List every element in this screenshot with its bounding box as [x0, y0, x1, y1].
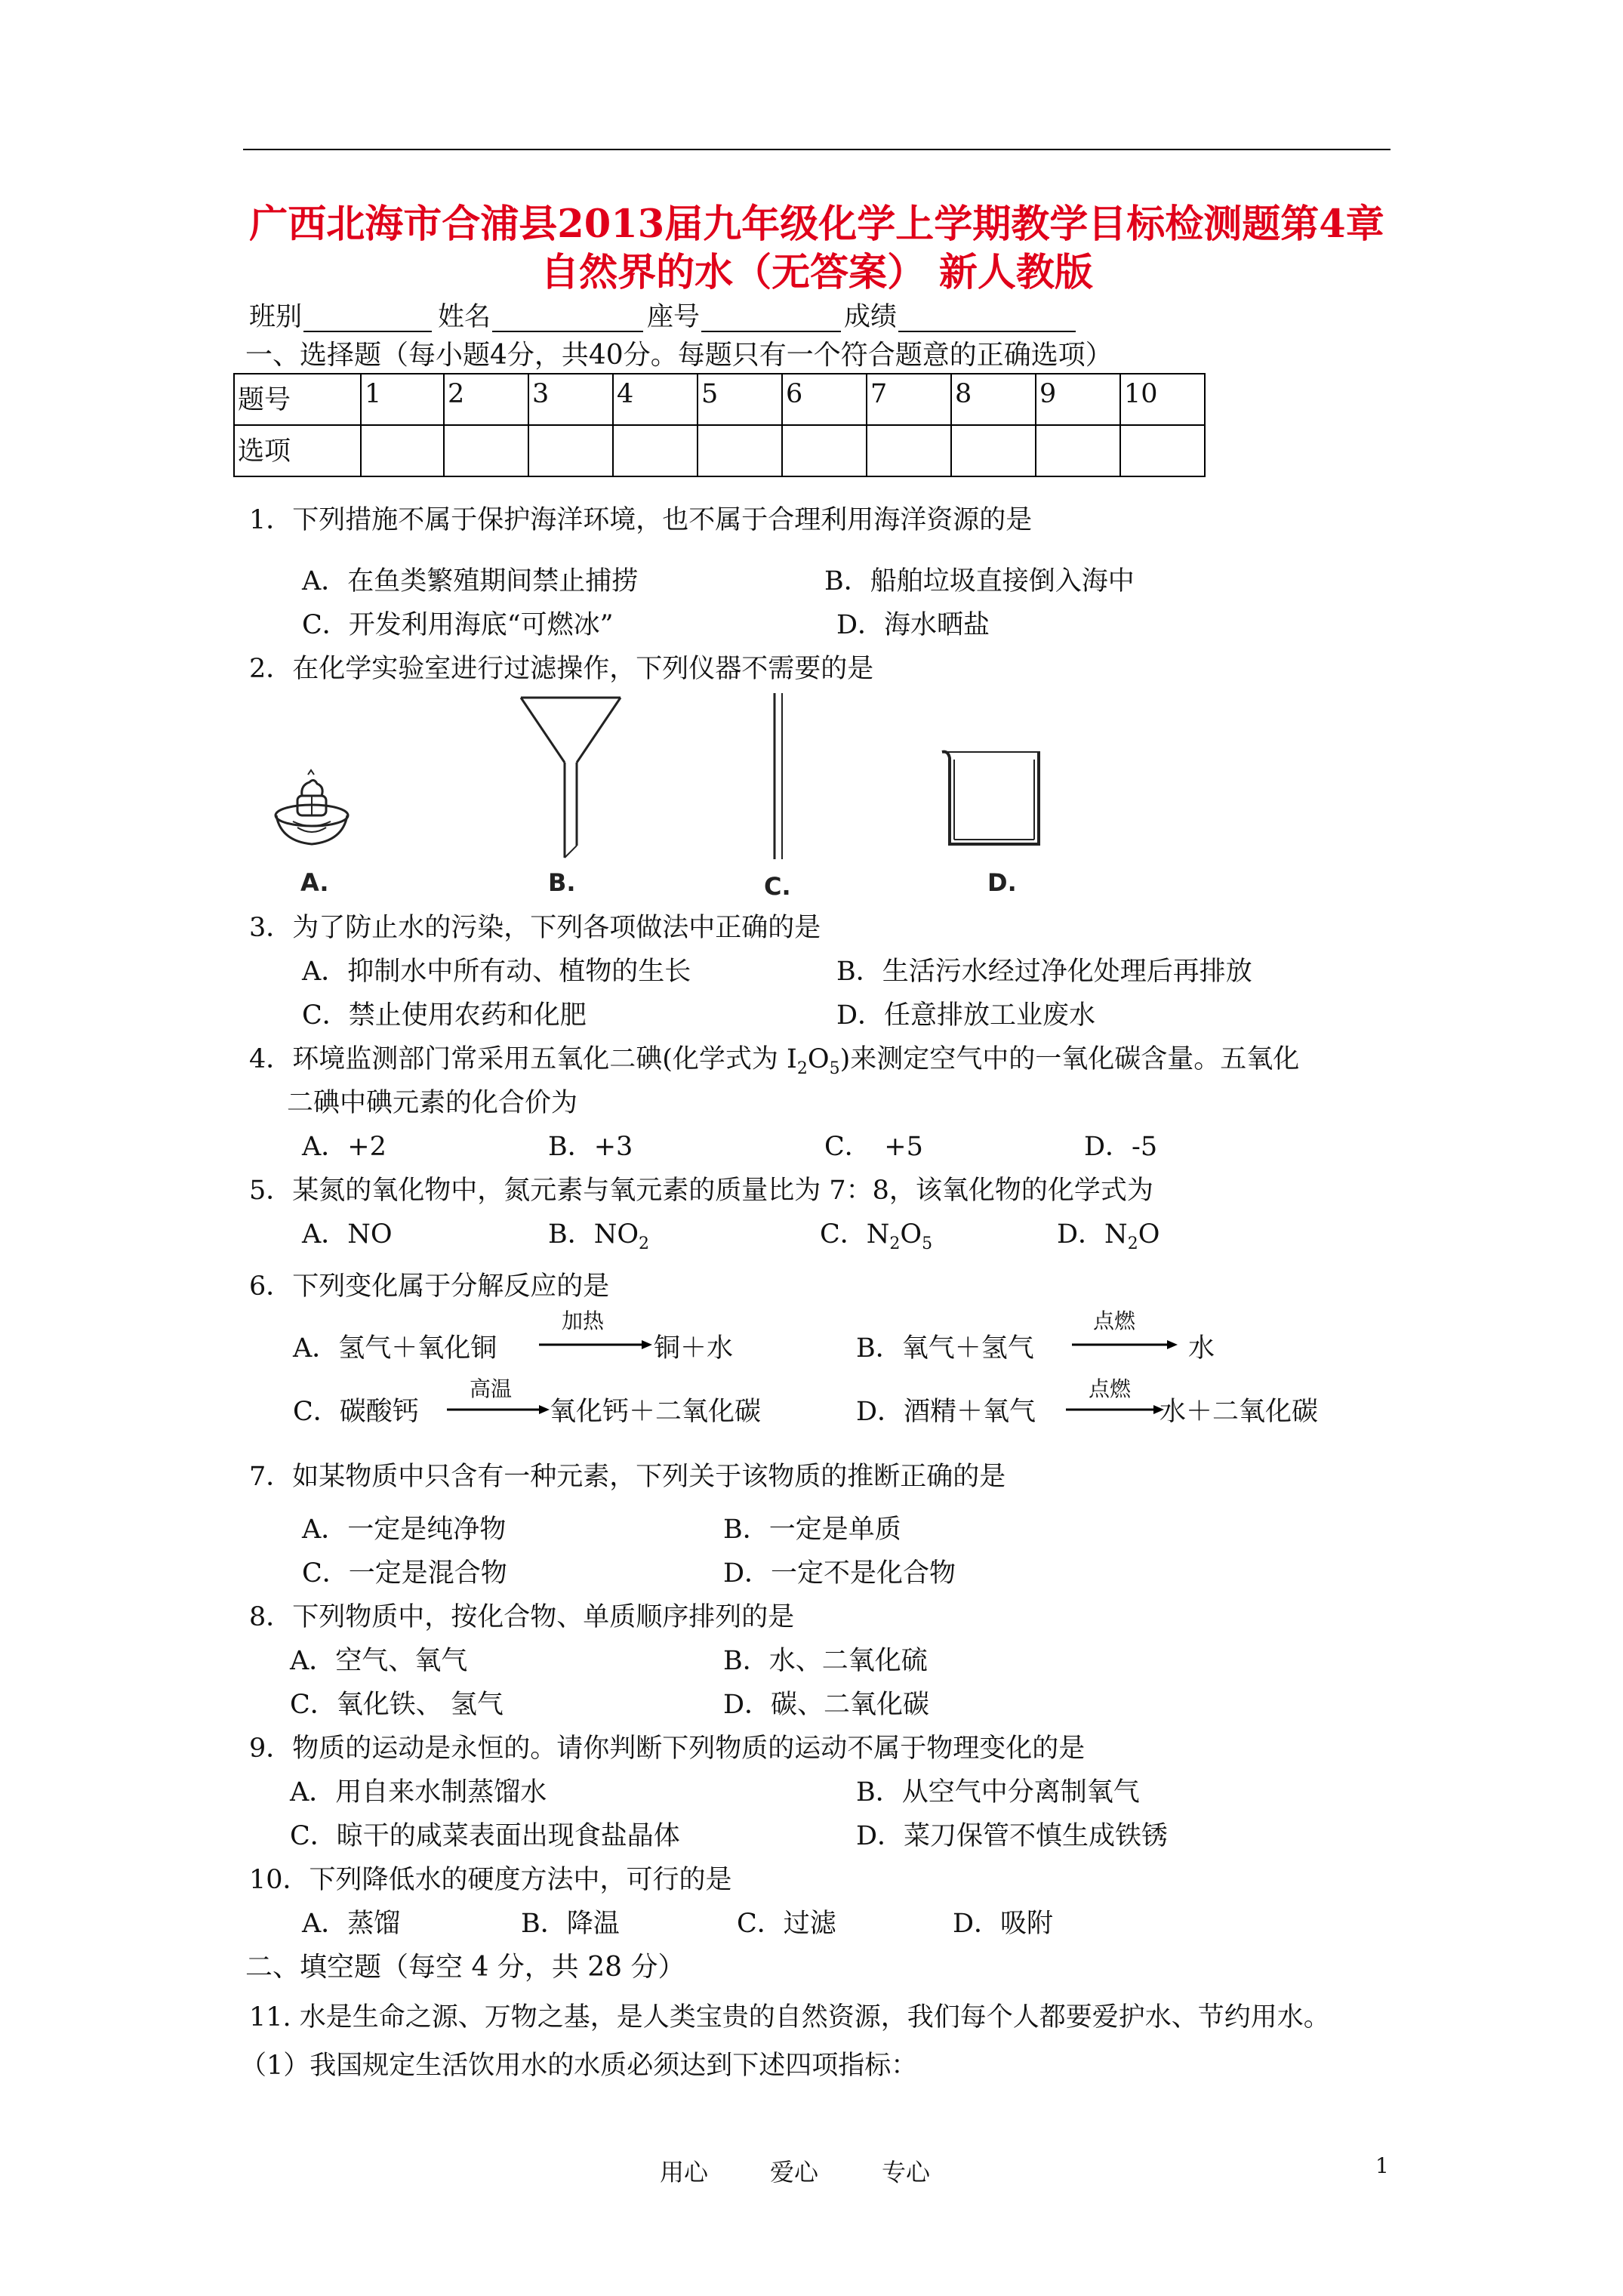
q2-stem: 2．在化学实验室进行过滤操作，下列仪器不需要的是: [249, 654, 874, 684]
table-cell: 9: [1036, 374, 1120, 425]
q4-stem-line2: 二碘中碘元素的化合价为: [287, 1088, 578, 1118]
q5-option-b: B．$NO_2$: [548, 1219, 650, 1253]
q4-option-c: C． +5: [824, 1132, 923, 1162]
q6-b-condition: 点燃: [1093, 1308, 1136, 1333]
answer-cell[interactable]: [782, 425, 867, 476]
score-blank[interactable]: [898, 331, 1076, 332]
q1-stem: 1．下列措施不属于保护海洋环境，也不属于合理利用海洋资源的是: [249, 505, 1033, 535]
reaction-arrow-icon: [1066, 1404, 1164, 1415]
header-rule: [243, 149, 1390, 150]
table-cell: 2: [444, 374, 528, 425]
page-number: 1: [1375, 2153, 1389, 2178]
answer-cell[interactable]: [951, 425, 1036, 476]
answer-cell[interactable]: [444, 425, 528, 476]
table-cell: 5: [698, 374, 782, 425]
q8-option-d: D．碳、二氧化碳: [723, 1690, 930, 1720]
q6-d-condition: 点燃: [1089, 1376, 1132, 1401]
table-cell: 选项: [234, 425, 361, 476]
q7-option-d: D．一定不是化合物: [723, 1558, 956, 1589]
table-row: [234, 425, 1205, 476]
q6-option-c-left: C．碳酸钙: [293, 1397, 419, 1427]
answer-cell[interactable]: [1036, 425, 1120, 476]
q4-option-a: A．+2: [302, 1132, 387, 1162]
class-label: 班别: [249, 302, 303, 332]
table-cell: 10: [1120, 374, 1205, 425]
footer-middle: 爱心: [770, 2158, 819, 2187]
answer-cell[interactable]: [698, 425, 782, 476]
q4-option-d: D．-5: [1084, 1132, 1158, 1162]
name-label: 姓名: [438, 302, 491, 332]
glass-rod-icon: [770, 692, 788, 861]
q2-label-b: B.: [548, 868, 576, 897]
table-cell: 4: [613, 374, 698, 425]
q5-option-c: C．$N_2O_5$: [820, 1219, 933, 1253]
table-cell: 1: [361, 374, 444, 425]
q1-option-d: D．海水晒盐: [836, 610, 990, 640]
q10-option-c: C．过滤: [737, 1909, 836, 1939]
answer-cell[interactable]: [1120, 425, 1205, 476]
q1-option-c: C．开发利用海底“可燃冰”: [302, 610, 614, 640]
q6-option-d-left: D．酒精＋氧气: [856, 1397, 1036, 1427]
q8-stem: 8．下列物质中，按化合物、单质顺序排列的是: [249, 1602, 795, 1632]
seat-label: 座号: [647, 302, 701, 332]
q4-stem: 4．环境监测部门常采用五氧化二碘(化学式为 $I_2O_5$)来测定空气中的一氧化碳含量。五氧化: [249, 1044, 1300, 1078]
q11-stem: 11. 水是生命之源、万物之基，是人类宝贵的自然资源，我们每个人都要爱护水、节约用水。: [249, 2002, 1330, 2032]
beaker-icon: [939, 746, 1052, 852]
q6-c-condition: 高温: [470, 1376, 513, 1401]
q7-stem: 7．如某物质中只含有一种元素，下列关于该物质的推断正确的是: [249, 1462, 1006, 1492]
q6-option-b-left: B．氧气＋氢气: [856, 1333, 1034, 1364]
table-cell: 3: [528, 374, 613, 425]
q7-option-a: A．一定是纯净物: [302, 1515, 507, 1545]
q2-label-d: D.: [987, 868, 1017, 897]
reaction-arrow-icon: [1072, 1339, 1178, 1350]
q3-option-d: D．任意排放工业废水: [836, 1000, 1096, 1031]
q3-stem: 3．为了防止水的污染，下列各项做法中正确的是: [249, 913, 821, 943]
q6-a-condition: 加热: [562, 1308, 605, 1333]
table-row: [234, 374, 1205, 425]
q10-option-a: A．蒸馏: [302, 1909, 401, 1939]
q9-option-d: D．菜刀保管不慎生成铁锈: [856, 1821, 1169, 1851]
q3-option-c: C．禁止使用农药和化肥: [302, 1000, 587, 1031]
q5-stem: 5．某氮的氧化物中，氮元素与氧元素的质量比为 7：8，该氧化物的化学式为: [249, 1176, 1153, 1206]
q11-part1: （1）我国规定生活饮用水的水质必须达到下述四项指标：: [240, 2051, 918, 2081]
q10-option-b: B．降温: [521, 1909, 620, 1939]
document-title-line2: 自然界的水（无答案） 新人教版: [540, 250, 1093, 295]
q2-label-c: C.: [764, 872, 791, 901]
q3-option-a: A．抑制水中所有动、植物的生长: [302, 957, 691, 987]
q9-option-a: A．用自来水制蒸馏水: [290, 1777, 547, 1808]
q4-option-b: B．+3: [548, 1132, 633, 1162]
footer-left: 用心: [660, 2158, 709, 2187]
answer-cell[interactable]: [613, 425, 698, 476]
q6-stem: 6．下列变化属于分解反应的是: [249, 1271, 610, 1302]
reaction-arrow-icon: [447, 1404, 550, 1415]
q5-option-a: A．NO: [302, 1219, 393, 1250]
class-blank[interactable]: [303, 331, 432, 332]
q9-stem: 9．物质的运动是永恒的。请你判断下列物质的运动不属于物理变化的是: [249, 1734, 1086, 1764]
q9-option-b: B．从空气中分离制氧气: [856, 1777, 1140, 1808]
answer-cell[interactable]: [867, 425, 951, 476]
q6-option-d-right: 水＋二氧化碳: [1160, 1397, 1319, 1427]
q1-option-a: A．在鱼类繁殖期间禁止捕捞: [302, 566, 639, 596]
table-cell: 7: [867, 374, 951, 425]
q10-option-d: D．吸附: [953, 1909, 1054, 1939]
q6-option-c-right: 氧化钙＋二氧化碳: [550, 1397, 762, 1427]
q1-option-b: B．船舶垃圾直接倒入海中: [824, 566, 1135, 596]
name-blank[interactable]: [492, 331, 643, 332]
q6-option-b-right: 水: [1188, 1333, 1215, 1364]
seat-blank[interactable]: [701, 331, 841, 332]
q2-label-a: A.: [300, 868, 329, 897]
q5-option-d: D．$N_2O$: [1057, 1219, 1160, 1253]
q3-option-b: B．生活污水经过净化处理后再排放: [836, 957, 1252, 987]
q7-option-b: B．一定是单质: [723, 1515, 901, 1545]
answer-cell[interactable]: [528, 425, 613, 476]
q9-option-c: C．晾干的咸菜表面出现食盐晶体: [290, 1821, 680, 1851]
q8-option-a: A．空气、氧气: [290, 1646, 468, 1676]
document-title-line1: 广西北海市合浦县2013届九年级化学上学期教学目标检测题第4章: [249, 202, 1384, 247]
q8-option-c: C．氧化铁、 氢气: [290, 1690, 504, 1720]
section2-heading: 二、填空题（每空 4 分，共 28 分）: [245, 1952, 685, 1983]
alcohol-lamp-icon: [270, 769, 353, 852]
table-cell: 6: [782, 374, 867, 425]
funnel-icon: [518, 695, 624, 861]
q8-option-b: B．水、二氧化硫: [723, 1646, 928, 1676]
answer-cell[interactable]: [361, 425, 444, 476]
score-label: 成绩: [844, 302, 898, 332]
table-cell: 8: [951, 374, 1036, 425]
q6-option-a-left: A．氢气＋氧化铜: [293, 1333, 497, 1364]
section1-heading: 一、选择题（每小题4分，共40分。每题只有一个符合题意的正确选项）: [245, 340, 1113, 371]
answer-table: [233, 373, 1206, 477]
table-cell: 题号: [234, 374, 361, 425]
reaction-arrow-icon: [539, 1339, 652, 1350]
q10-stem: 10．下列降低水的硬度方法中，可行的是: [249, 1865, 732, 1895]
q6-option-a-right: 铜＋水: [654, 1333, 734, 1364]
q7-option-c: C．一定是混合物: [302, 1558, 507, 1589]
footer-right: 专心: [882, 2158, 931, 2187]
